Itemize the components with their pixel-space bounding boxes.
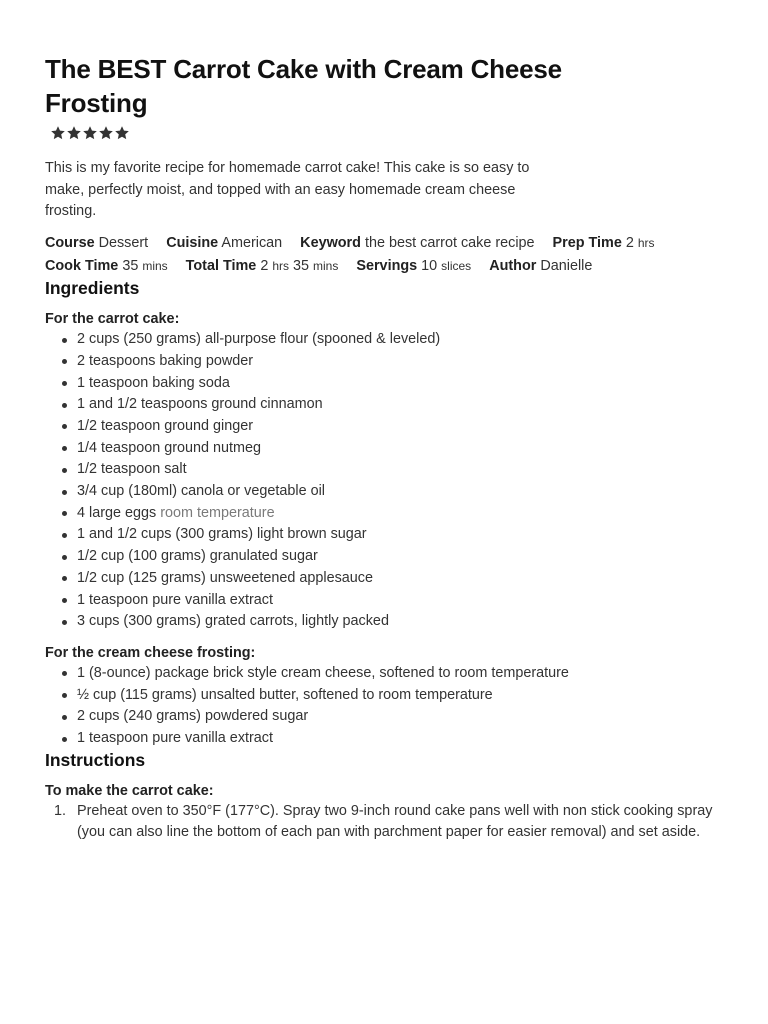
recipe-title: The BEST Carrot Cake with Cream Cheese Frosting (45, 54, 562, 118)
ingredient-item (77, 438, 728, 460)
ingredient-item (77, 590, 728, 612)
instructions-heading: Instructions (45, 749, 146, 770)
ingredient-item (77, 685, 728, 707)
ingredient-item (77, 568, 728, 590)
step-number: 1. (54, 802, 67, 819)
ingredient-text: 1/4 teaspoon ground nutmeg (77, 439, 262, 456)
meta-cuisine (166, 235, 282, 251)
recipe-summary: This is my favorite recipe for homemade carrot cake! This cake is so easy to make, perfectly moist, and topped with an easy homemade cream cheese frosting. (45, 160, 530, 220)
meta-cook-label: Cook Time (45, 258, 119, 275)
ingredient-item (77, 416, 728, 438)
star-rating[interactable] (50, 123, 728, 143)
ingredient-item (77, 546, 728, 568)
meta-total-hours: 2 (260, 258, 269, 275)
star-icon[interactable] (82, 125, 98, 141)
meta-cook-time (45, 258, 168, 274)
meta-total-label: Total Time (185, 258, 257, 275)
meta-keyword (300, 235, 534, 251)
ingredient-group-carrot-cake (45, 309, 728, 633)
meta-keyword-value: the best carrot cake recipe (364, 235, 535, 252)
star-icon[interactable] (66, 125, 82, 141)
ingredient-list (45, 329, 728, 633)
meta-prep-unit: hrs (637, 236, 655, 251)
meta-cook-unit: mins (142, 259, 168, 274)
ingredient-note: room temperature (160, 504, 275, 521)
ingredient-text: 1/2 cup (125 grams) unsweetened applesauce (77, 569, 373, 586)
meta-prep-value: 2 (625, 235, 634, 252)
meta-course-value: Dessert (98, 235, 149, 252)
meta-servings (356, 258, 471, 274)
ingredient-text: 1 and 1/2 teaspoons ground cinnamon (77, 396, 323, 413)
meta-total-mins-unit: mins (313, 259, 339, 274)
ingredient-text: 1/2 teaspoon salt (77, 461, 187, 478)
ingredient-item (77, 481, 728, 503)
meta-servings-unit: slices (441, 259, 472, 274)
instruction-list (45, 801, 728, 844)
recipe-meta (45, 232, 728, 278)
ingredient-text: 2 cups (250 grams) all-purpose flour (spooned & leveled) (77, 331, 441, 348)
meta-author-label: Author (489, 258, 537, 275)
ingredient-item (77, 373, 728, 395)
ingredient-text: 1/2 cup (100 grams) granulated sugar (77, 548, 318, 565)
ingredient-text: 1 teaspoon pure vanilla extract (77, 591, 273, 608)
ingredient-text: 2 cups (240 grams) powdered sugar (77, 708, 309, 725)
ingredient-item (77, 394, 728, 416)
meta-keyword-label: Keyword (300, 235, 361, 252)
meta-servings-value[interactable]: 10 (421, 258, 438, 275)
ingredient-item (77, 706, 728, 728)
instruction-group-carrot-cake (45, 781, 728, 844)
ingredient-text: 1 and 1/2 cups (300 grams) light brown sugar (77, 526, 367, 543)
ingredient-item (77, 329, 728, 351)
ingredient-item (77, 728, 728, 750)
meta-cuisine-value: American (221, 235, 283, 252)
meta-servings-label: Servings (356, 258, 418, 275)
meta-cuisine-label: Cuisine (166, 235, 219, 252)
meta-course (45, 235, 148, 251)
ingredient-group-title: For the carrot cake: (45, 311, 180, 328)
ingredient-text: 1 teaspoon pure vanilla extract (77, 730, 273, 747)
ingredient-item (77, 663, 728, 685)
meta-total-time (186, 258, 339, 274)
ingredient-text: 1/2 teaspoon ground ginger (77, 417, 254, 434)
ingredient-text: 3/4 cup (180ml) canola or vegetable oil (77, 483, 325, 500)
meta-prep-label: Prep Time (552, 235, 622, 252)
ingredient-item (77, 524, 728, 546)
meta-row (45, 255, 728, 278)
meta-total-mins: 35 (293, 258, 310, 275)
ingredient-item (77, 459, 728, 481)
meta-row (45, 232, 728, 255)
meta-course-label: Course (45, 235, 95, 252)
ingredient-list (45, 663, 728, 750)
instruction-group-title: To make the carrot cake: (45, 782, 214, 799)
meta-cook-value: 35 (122, 258, 139, 275)
ingredient-text: 4 large eggs (77, 504, 157, 521)
ingredient-group-title: For the cream cheese frosting: (45, 644, 256, 661)
meta-author-value: Danielle (540, 258, 593, 275)
ingredient-text: 3 cups (300 grams) grated carrots, lightly packed (77, 613, 389, 630)
meta-total-hours-unit: hrs (272, 259, 289, 274)
instruction-step (54, 801, 727, 844)
ingredient-item (77, 351, 728, 373)
ingredient-text: ½ cup (115 grams) unsalted butter, softened to room temperature (77, 686, 493, 703)
ingredient-group-frosting (45, 643, 728, 750)
star-icon[interactable] (98, 125, 114, 141)
ingredient-item (77, 503, 728, 525)
ingredient-text: 1 (8-ounce) package brick style cream cheese, softened to room temperature (77, 664, 569, 681)
star-icon[interactable] (114, 125, 130, 141)
ingredients-heading: Ingredients (45, 278, 140, 299)
ingredient-item (77, 611, 728, 633)
meta-author (489, 258, 592, 274)
ingredient-text: 2 teaspoons baking powder (77, 352, 254, 369)
star-icon[interactable] (50, 125, 66, 141)
meta-prep-time (553, 235, 655, 251)
ingredient-text: 1 teaspoon baking soda (77, 374, 230, 391)
step-text: Preheat oven to 350°F (177°C). Spray two 9-inch round cake pans well with non stick cooking spray (you can also line the bottom of each pan with parchment paper for easier removal) and set aside. (77, 802, 713, 841)
